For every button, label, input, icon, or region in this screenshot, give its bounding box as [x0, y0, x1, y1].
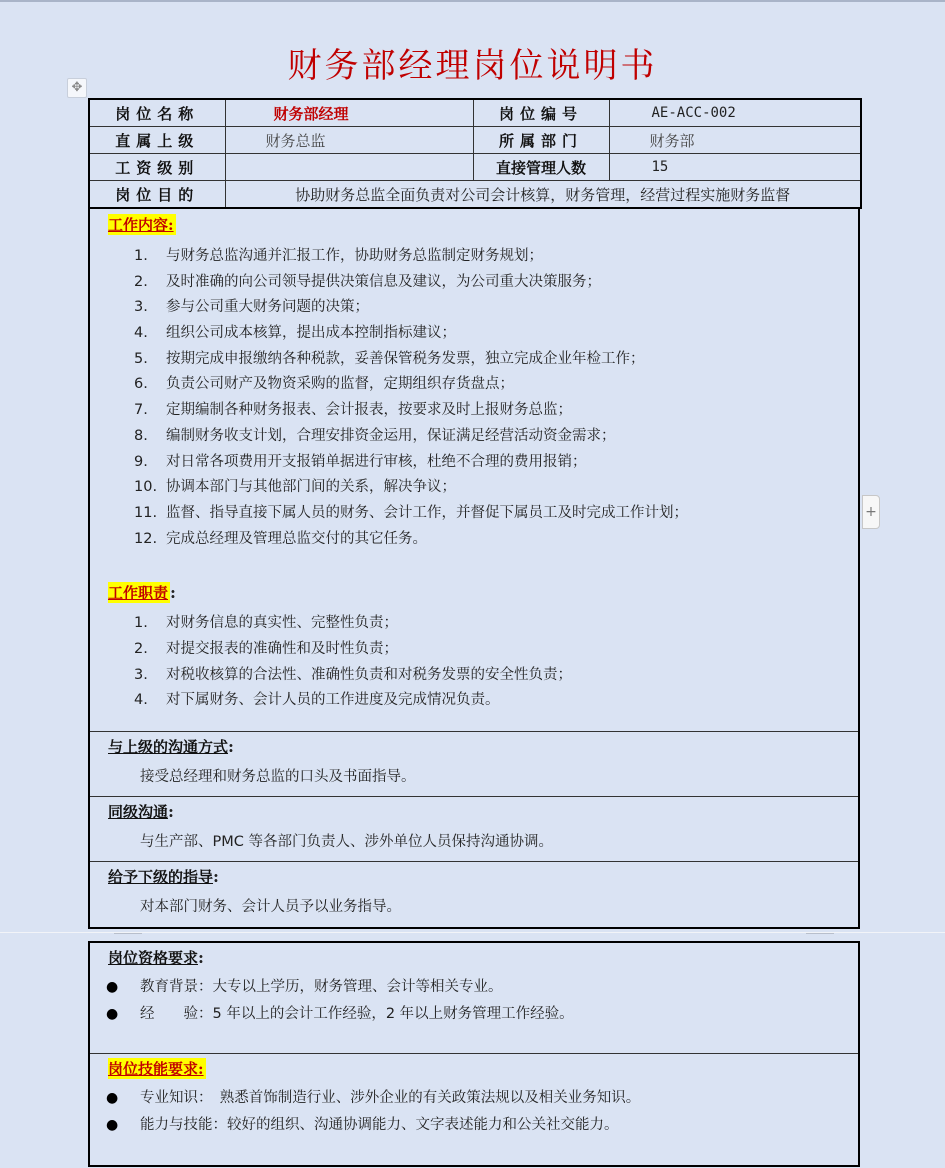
list-item: 9. 对日常各项费用开支报销单据进行审核，杜绝不合理的费用报销；	[134, 453, 587, 470]
bullet-icon: ●	[106, 1006, 119, 1022]
responsibilities-heading: 工作职责	[108, 584, 169, 603]
list-item: 4. 组织公司成本核算，提出成本控制指标建议；	[134, 325, 456, 342]
peer-communication: 同级沟通: 与生产部、PMC 等各部门负责人、涉外单位人员保持沟通协调。	[90, 796, 858, 861]
peer-communication-text: 与生产部、PMC 等各部门负责人、涉外单位人员保持沟通协调。	[140, 834, 553, 850]
bullet-icon: ●	[106, 1090, 119, 1106]
list-item: ● 能力与技能：较好的组织、沟通协调能力、文字表述能力和公关社交能力。	[90, 1112, 858, 1139]
value-supervisor[interactable]: 财务总监	[225, 127, 473, 154]
subordinate-guidance-heading: 给予下级的指导	[108, 868, 214, 886]
value-direct-reports[interactable]: 15	[609, 154, 861, 181]
table-row	[89, 154, 861, 181]
list-item: 12. 完成总经理及管理总监交付的其它任务。	[134, 530, 427, 547]
list-item: ● 教育背景：大专以上学历，财务管理、会计等相关专业。	[90, 974, 858, 1001]
label-supervisor: 直属上级	[89, 127, 225, 154]
table-row	[89, 127, 861, 154]
label-job-title: 岗位名称	[89, 99, 225, 127]
table-row	[89, 99, 861, 127]
peer-communication-heading: 同级沟通	[108, 803, 169, 821]
qualifications-block: 岗位资格要求: ● 教育背景：大专以上学历，财务管理、会计等相关专业。 ● 经 验：5 年以上的会计工作经验，2 年以上财务管理工作经验。	[90, 943, 858, 1054]
superior-communication-text: 接受总经理和财务总监的口头及书面指导。	[140, 769, 416, 785]
qualifications-list	[90, 974, 858, 1028]
value-purpose[interactable]: 协助财务总监全面负责对公司会计核算，财务管理，经营过程实施财务监督	[225, 181, 861, 209]
label-department: 所属部门	[473, 127, 609, 154]
requirements-section	[88, 941, 860, 1167]
responsibilities-list	[90, 611, 858, 714]
list-item: 2. 对提交报表的准确性和及时性负责；	[134, 640, 398, 657]
superior-communication-heading: 与上级的沟通方式	[108, 738, 229, 756]
value-department[interactable]: 财务部	[609, 127, 861, 154]
communication-section	[88, 731, 860, 929]
bullet-icon: ●	[106, 1117, 119, 1133]
list-item: 3. 参与公司重大财务问题的决策；	[134, 299, 369, 316]
table-move-handle-icon[interactable]: ✥	[67, 78, 87, 98]
add-column-button[interactable]: +	[862, 495, 880, 529]
list-item: 10. 协调本部门与其他部门间的关系，解决争议；	[134, 479, 456, 496]
label-salary-grade: 工资级别	[89, 154, 225, 181]
job-info-table	[88, 98, 862, 209]
subordinate-guidance-text: 对本部门财务、会计人员予以业务指导。	[140, 899, 401, 915]
list-item: ● 经 验：5 年以上的会计工作经验，2 年以上财务管理工作经验。	[90, 1001, 858, 1028]
work-content-list	[90, 244, 858, 552]
value-job-title[interactable]: 财务部经理	[225, 99, 473, 127]
list-item: ● 专业知识： 熟悉首饰制造行业、涉外企业的有关政策法规以及相关业务知识。	[90, 1085, 858, 1112]
page-corner-mark	[806, 933, 834, 940]
list-item: 2. 及时准确的向公司领导提供决策信息及建议，为公司重大决策服务；	[134, 273, 601, 290]
label-direct-reports: 直接管理人数	[473, 154, 609, 181]
list-item: 8. 编制财务收支计划，合理安排资金运用，保证满足经营活动资金需求；	[134, 427, 616, 444]
value-job-code[interactable]: AE-ACC-002	[609, 99, 861, 127]
list-item: 11. 监督、指导直接下属人员的财务、会计工作，并督促下属员工及时完成工作计划；	[134, 504, 688, 521]
list-item: 5. 按期完成申报缴纳各种税款，妥善保管税务发票，独立完成企业年检工作；	[134, 350, 645, 367]
label-purpose: 岗位目的	[89, 181, 225, 209]
page-corner-mark	[114, 933, 142, 940]
bullet-icon: ●	[106, 979, 119, 995]
table-row	[89, 181, 861, 209]
subordinate-guidance: 给予下级的指导: 对本部门财务、会计人员予以业务指导。	[90, 861, 858, 926]
skills-list	[90, 1085, 858, 1139]
qualifications-heading: 岗位资格要求	[108, 949, 199, 967]
list-item: 1. 与财务总监沟通并汇报工作，协助财务总监制定财务规划；	[134, 248, 543, 264]
document-title: 财务部经理岗位说明书	[287, 46, 658, 86]
duties-section: 工作内容: 1. 与财务总监沟通并汇报工作，协助财务总监制定财务规划； 2. 及时准确的向公司领导提供决策信息及建议，为公司重大决策服务； 3. 参与公司重大财务问题的决策； 4. 组织公司成本核算，提出成本控制指标建议； 5. 按期完成申报缴纳各种税款，妥善保管税务发票，独立完成企业年检工作； 6. 负责公司财产及物资采购的监督，定期组织存货盘点； 7. 定期编制各种财务报表、会计报表，按要求及时上报财务总监； 8. 编制财务收支计划，合理安排资金运用，保证满足经营活动资金需求； 9. 对日常各项费用开支报销单据进行审核，杜绝不合理的费用报销； 10. 协调本部门与其他部门间的关系，解决争议； 11. 监督、指导直接下属人员的财务、会计工作，并督促下属员工及时完成工作计划； 12. 完成总经理及管理总监交付的其它任务。 工作职责 : 1. 对财务信息的真实性、完整性负责； 2. 对提交报表的准确性和及时性负责； 3. 对税收核算的合法性、准确性负责和对税务发票的安全性负责； 4. 对下属财务、会计人员的工作进度及完成情况负责。	[88, 208, 860, 731]
superior-communication: 与上级的沟通方式: 接受总经理和财务总监的口头及书面指导。	[90, 731, 858, 796]
list-item: 4. 对下属财务、会计人员的工作进度及完成情况负责。	[134, 692, 500, 709]
list-item: 7. 定期编制各种财务报表、会计报表，按要求及时上报财务总监；	[134, 402, 572, 419]
label-job-code: 岗位编号	[473, 99, 609, 127]
skills-block	[90, 1054, 858, 1139]
skills-heading: 岗位技能要求:	[108, 1060, 204, 1078]
list-item: 3. 对税收核算的合法性、准确性负责和对税务发票的安全性负责；	[134, 666, 572, 683]
work-content-heading: 工作内容:	[108, 216, 174, 234]
list-item: 1. 对财务信息的真实性、完整性负责；	[134, 615, 398, 632]
value-salary-grade[interactable]	[225, 154, 473, 181]
list-item: 6. 负责公司财产及物资采购的监督，定期组织存货盘点；	[134, 376, 514, 393]
